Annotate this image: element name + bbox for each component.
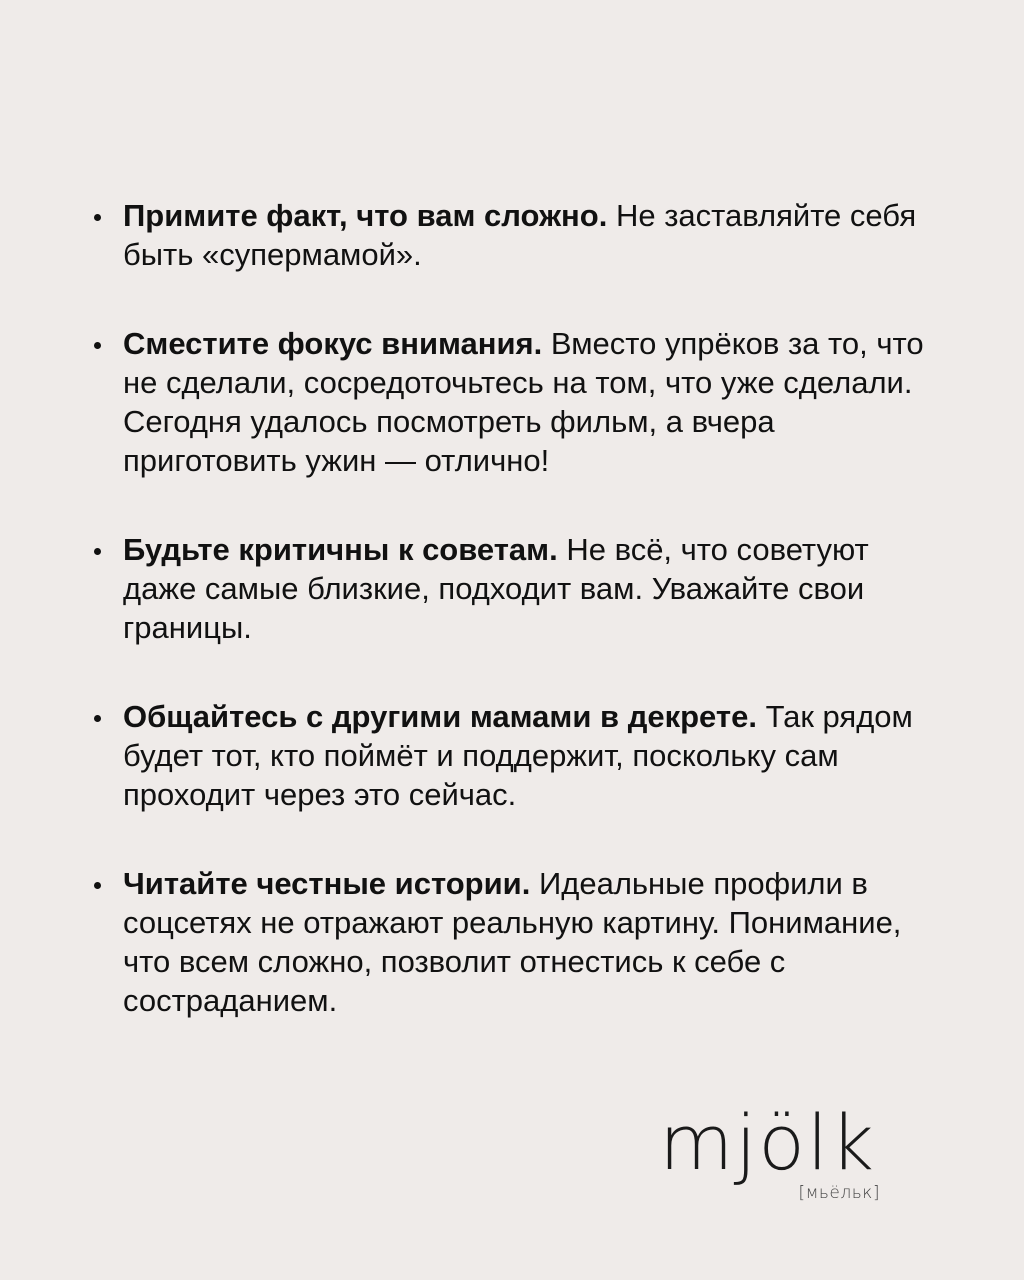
logo-pronunciation: [мьёльк] (798, 1183, 880, 1203)
tip-title: Примите факт, что вам сложно. (123, 198, 608, 233)
list-item (90, 196, 940, 274)
list-item (90, 864, 940, 1020)
list-item (90, 530, 940, 647)
tip-text: Не всё, что советуют даже самые близкие, подходит вам. Уважайте свои границы. (123, 532, 869, 645)
tip-title: Будьте критичны к советам. (123, 532, 558, 567)
tip-text: Вместо упрёков за то, что не сделали, сосредоточьтесь на том, что уже сделали. Сегодня удалось посмотреть фильм, а вчера приготовить ужин — отлично! (123, 326, 924, 478)
tip-text: Не заставляйте себя быть «супермамой». (123, 198, 917, 272)
list-item (90, 324, 940, 480)
tips-section (90, 196, 940, 1070)
logo-wordmark: mjölk (659, 1098, 876, 1187)
tip-title: Общайтесь с другими мамами в декрете. (123, 699, 757, 734)
list-item (90, 697, 940, 814)
tip-title: Сместите фокус внимания. (123, 326, 543, 361)
tip-text: Так рядом будет тот, кто поймёт и поддержит, поскольку сам проходит через это сейчас. (123, 699, 913, 812)
tip-title: Читайте честные истории. (123, 866, 531, 901)
tips-list (90, 196, 940, 1020)
tip-text: Идеальные профили в соцсетях не отражают реальную картину. Понимание, что всем сложно, позволит отнестись к себе с состраданием. (123, 866, 902, 1018)
brand-logo (659, 1095, 960, 1225)
